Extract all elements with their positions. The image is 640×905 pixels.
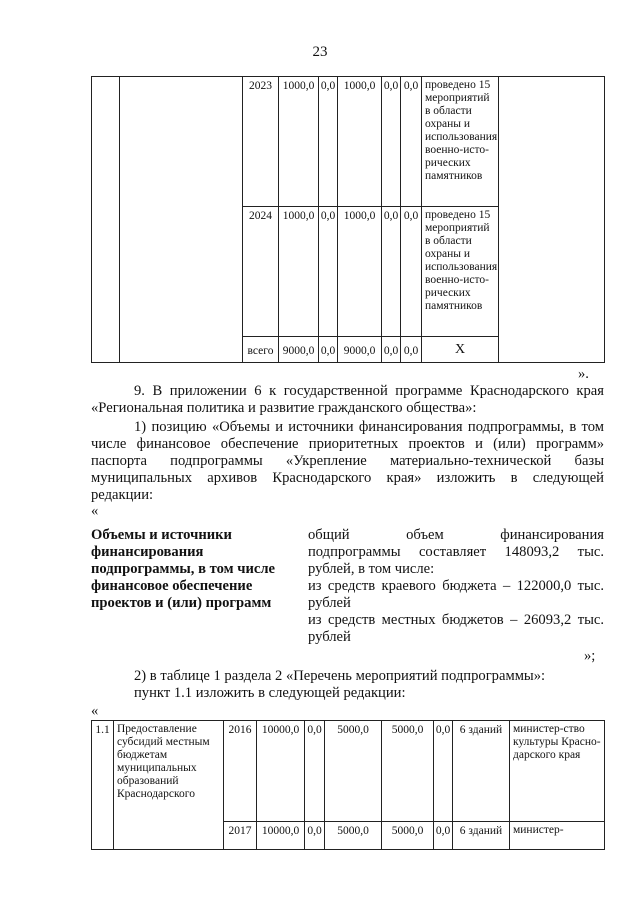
cell-name: Предоставление субсидий местным бюджетам муниципальных образований Краснодарского bbox=[114, 721, 224, 850]
passport-label-line: финансовое обеспечение bbox=[91, 578, 253, 594]
paragraph-line: пункт 1.1 изложить в следующей редакции: bbox=[134, 685, 406, 701]
table-row bbox=[92, 721, 605, 822]
cell-result: 6 зданий bbox=[453, 721, 510, 822]
cell-value: 1000,0 bbox=[338, 77, 382, 207]
cell-value: 0,0 bbox=[382, 337, 401, 363]
cell-value: 0,0 bbox=[319, 77, 338, 207]
cell-total: 10000,0 bbox=[257, 822, 305, 850]
cell-value: 0,0 bbox=[305, 822, 325, 850]
passport-label-line: Объемы и источники bbox=[91, 527, 232, 543]
passport-value-line: рублей, в том числе: bbox=[308, 561, 435, 577]
cell-value: 9000,0 bbox=[338, 337, 382, 363]
cell-number: 1.1 bbox=[92, 721, 114, 850]
open-quote: « bbox=[91, 703, 99, 719]
table-row bbox=[92, 77, 605, 207]
cell-year: 2024 bbox=[243, 207, 279, 337]
cell-executor: министер-ство культуры Красно-дарского края bbox=[510, 721, 605, 822]
page-number: 23 bbox=[312, 44, 328, 60]
cell-value: 0,0 bbox=[401, 337, 422, 363]
cell-value: 0,0 bbox=[434, 721, 453, 822]
paragraph-line: муниципальных архивов Краснодарского края» изложить в следующей bbox=[91, 470, 604, 486]
cell-value: 5000,0 bbox=[325, 721, 382, 822]
cell-value: 0,0 bbox=[401, 77, 422, 207]
open-quote: « bbox=[91, 503, 99, 519]
cell-result: проведено 15 мероприятий в области охраны и использования военно-исто-рических памятников bbox=[422, 77, 499, 207]
passport-value bbox=[308, 527, 604, 646]
top-table bbox=[91, 76, 605, 363]
passport-value-line: рублей bbox=[308, 595, 351, 611]
cell-executor: министер- bbox=[510, 822, 605, 850]
cell-value: 0,0 bbox=[382, 207, 401, 337]
cell-year: 2016 bbox=[224, 721, 257, 822]
cell-value: 5000,0 bbox=[382, 822, 434, 850]
cell-result: проведено 15 мероприятий в области охраны и использования военно-исто-рических памятников bbox=[422, 207, 499, 337]
passport-label-line: финансирования bbox=[91, 544, 204, 560]
cell-total: 9000,0 bbox=[279, 337, 319, 363]
cell-value: 0,0 bbox=[305, 721, 325, 822]
paragraph-line: 1) позицию «Объемы и источники финансирования подпрограммы, в том bbox=[134, 419, 604, 435]
passport-value-line: из средств краевого бюджета – 122000,0 тыс. bbox=[308, 578, 604, 594]
cell-value: 5000,0 bbox=[325, 822, 382, 850]
cell-value: 0,0 bbox=[319, 337, 338, 363]
cell-value: 0,0 bbox=[434, 822, 453, 850]
cell-empty bbox=[92, 77, 120, 363]
cell-total: 10000,0 bbox=[257, 721, 305, 822]
passport-value-line: подпрограммы составляет 148093,2 тыс. bbox=[308, 544, 604, 560]
cell-total: 1000,0 bbox=[279, 77, 319, 207]
cell-value: 1000,0 bbox=[338, 207, 382, 337]
cell-value: 0,0 bbox=[382, 77, 401, 207]
cell-empty bbox=[120, 77, 243, 363]
cell-result: 6 зданий bbox=[453, 822, 510, 850]
cell-value: 0,0 bbox=[319, 207, 338, 337]
passport-label-line: проектов и (или) программ bbox=[91, 595, 272, 611]
cell-year: 2023 bbox=[243, 77, 279, 207]
closing-quote: »; bbox=[584, 648, 596, 664]
bottom-table bbox=[91, 720, 605, 850]
passport-value-line: общий объем финансирования bbox=[308, 527, 604, 543]
cell-year: всего bbox=[243, 337, 279, 363]
passport-value-line: из средств местных бюджетов – 26093,2 тыс. bbox=[308, 612, 604, 628]
passport-label bbox=[91, 527, 296, 612]
passport-value-line: рублей bbox=[308, 629, 351, 645]
closing-quote: ». bbox=[578, 366, 589, 382]
cell-result: Х bbox=[422, 337, 499, 363]
paragraph-line: числе финансовое обеспечение приоритетных проектов и (или) программ» bbox=[91, 436, 604, 452]
cell-value: 0,0 bbox=[401, 207, 422, 337]
cell-year: 2017 bbox=[224, 822, 257, 850]
paragraph-line: 2) в таблице 1 раздела 2 «Перечень мероприятий подпрограммы»: bbox=[134, 668, 546, 684]
paragraph-line: паспорта подпрограммы «Укрепление материально-технической базы bbox=[91, 453, 604, 469]
passport-label-line: подпрограммы, в том числе bbox=[91, 561, 275, 577]
cell-value: 5000,0 bbox=[382, 721, 434, 822]
cell-total: 1000,0 bbox=[279, 207, 319, 337]
paragraph-line: 9. В приложении 6 к государственной программе Краснодарского края bbox=[134, 383, 604, 399]
paragraph-line: «Региональная политика и развитие гражданского общества»: bbox=[91, 400, 477, 416]
paragraph-line: редакции: bbox=[91, 487, 154, 503]
cell-empty bbox=[499, 77, 605, 363]
